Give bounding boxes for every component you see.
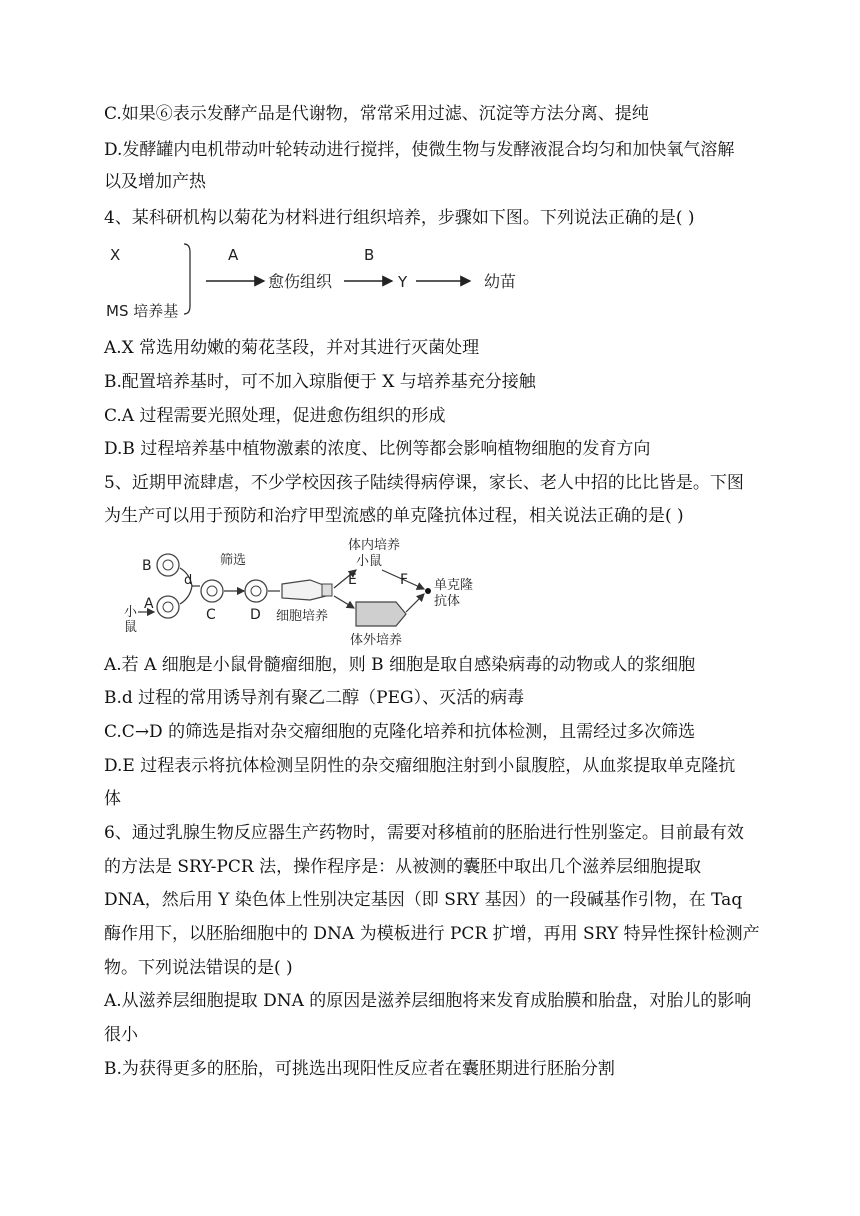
- q4-option-c: C.A 过程需要光照处理，促进愈伤组织的形成: [104, 406, 446, 426]
- q5-option-d: D.E 过程表示将抗体检测呈阴性的杂交瘤细胞注射到小鼠腹腔，从血浆提取单克隆抗: [104, 756, 736, 776]
- q5-option-d-cont: 体: [104, 789, 121, 809]
- q5-label-in-vivo-mouse: 小鼠: [356, 554, 383, 569]
- q5-antibody-dot: [425, 588, 431, 594]
- q6-stem: 6、通过乳腺生物反应器生产药物时，需要对移植前的胚胎进行性别鉴定。目前最有效: [104, 823, 744, 843]
- q5-culture-flask: [282, 580, 332, 600]
- q4-label-callus: 愈伤组织: [268, 272, 333, 291]
- q4-option-a: A.X 常选用幼嫩的菊花茎段，并对其进行灭菌处理: [104, 338, 480, 358]
- q5-label-mouse-2: 鼠: [124, 620, 138, 635]
- q3-option-d: D.发酵罐内电机带动叶轮转动进行搅拌，使微生物与发酵液混合均匀和加快氧气溶解: [104, 140, 735, 160]
- q6-option-a-cont: 很小: [104, 1025, 138, 1045]
- q4-stem: 4、某科研机构以菊花为材料进行组织培养，步骤如下图。下列说法正确的是( ): [104, 208, 695, 228]
- q4-tissue-culture-diagram: [104, 238, 544, 324]
- q5-label-d: D: [250, 607, 261, 623]
- q5-label-e: E: [348, 572, 357, 588]
- q5-arrow-vitro-product: [406, 594, 424, 612]
- q5-cell-b: [157, 554, 179, 576]
- q5-label-b: B: [142, 558, 152, 574]
- q5-cell-d: [245, 580, 267, 602]
- q5-label-mab-2: 抗体: [434, 594, 461, 609]
- q5-label-c: C: [206, 607, 216, 623]
- q4-option-b: B.配置培养基时，可不加入琼脂便于 X 与培养基充分接触: [104, 372, 536, 392]
- q4-brace: [184, 244, 190, 314]
- q5-option-b: B.d 过程的常用诱导剂有聚乙二醇（PEG）、灭活的病毒: [104, 688, 525, 708]
- q5-option-a: A.若 A 细胞是小鼠骨髓瘤细胞，则 B 细胞是取自感染病毒的动物或人的浆细胞: [104, 655, 696, 675]
- q3-option-c: C.如果⑥表示发酵产品是代谢物，常常采用过滤、沉淀等方法分离、提纯: [104, 104, 649, 124]
- q4-label-a: A: [228, 246, 239, 264]
- q5-label-f: F: [400, 572, 409, 588]
- q5-option-c: C.C→D 的筛选是指对杂交瘤细胞的克隆化培养和抗体检测，且需经过多次筛选: [104, 722, 696, 742]
- q5-monoclonal-antibody-diagram: [104, 534, 504, 650]
- q5-stem-cont: 为生产可以用于预防和治疗甲型流感的单克隆抗体过程，相关说法正确的是( ): [104, 506, 684, 526]
- q6-stem-2: 的方法是 SRY-PCR 法，操作程序是：从被测的囊胚中取出几个滋养层细胞提取: [104, 857, 702, 877]
- q5-label-screen: 筛选: [220, 553, 247, 568]
- q4-label-b: B: [364, 246, 375, 264]
- q4-label-y: Y: [398, 273, 408, 291]
- q5-label-in-vitro: 体外培养: [350, 633, 403, 648]
- q4-label-x: X: [110, 246, 121, 264]
- q5-label-mouse: 小: [124, 605, 138, 620]
- q4-option-d: D.B 过程培养基中植物激素的浓度、比例等都会影响植物细胞的发育方向: [104, 439, 651, 459]
- q6-stem-3: DNA，然后用 Y 染色体上性别决定基因（即 SRY 基因）的一段碱基作引物，在 Taq: [104, 890, 743, 910]
- q5-cell-a: [157, 596, 179, 618]
- q5-label-a: A: [144, 596, 154, 612]
- q5-label-mab: 单克隆: [434, 578, 474, 593]
- q5-arrow-in-vitro: [334, 596, 354, 608]
- q5-cell-c: [201, 580, 223, 602]
- q5-stem: 5、近期甲流肆虐，不少学校因孩子陆续得病停课，家长、老人中招的比比皆是。下图: [104, 473, 744, 493]
- q6-stem-4: 酶作用下，以胚胎细胞中的 DNA 为模板进行 PCR 扩增，再用 SRY 特异性探针检测产: [104, 924, 760, 944]
- q6-stem-5: 物。下列说法错误的是( ): [104, 958, 293, 978]
- q6-option-a: A.从滋养层细胞提取 DNA 的原因是滋养层细胞将来发育成胎膜和胎盘，对胎儿的影响: [104, 991, 752, 1011]
- q3-option-d-cont: 以及增加产热: [104, 172, 206, 192]
- q5-label-in-vivo: 体内培养: [348, 538, 401, 553]
- q5-label-cell-culture: 细胞培养: [276, 609, 329, 624]
- q5-label-d-process: d: [184, 573, 193, 588]
- q5-fermenter: [356, 602, 406, 626]
- q6-option-b: B.为获得更多的胚胎，可挑选出现阳性反应者在囊胚期进行胚胎分割: [104, 1059, 615, 1079]
- q4-label-ms-medium: MS 培养基: [106, 302, 179, 320]
- q4-label-seedling: 幼苗: [484, 272, 517, 291]
